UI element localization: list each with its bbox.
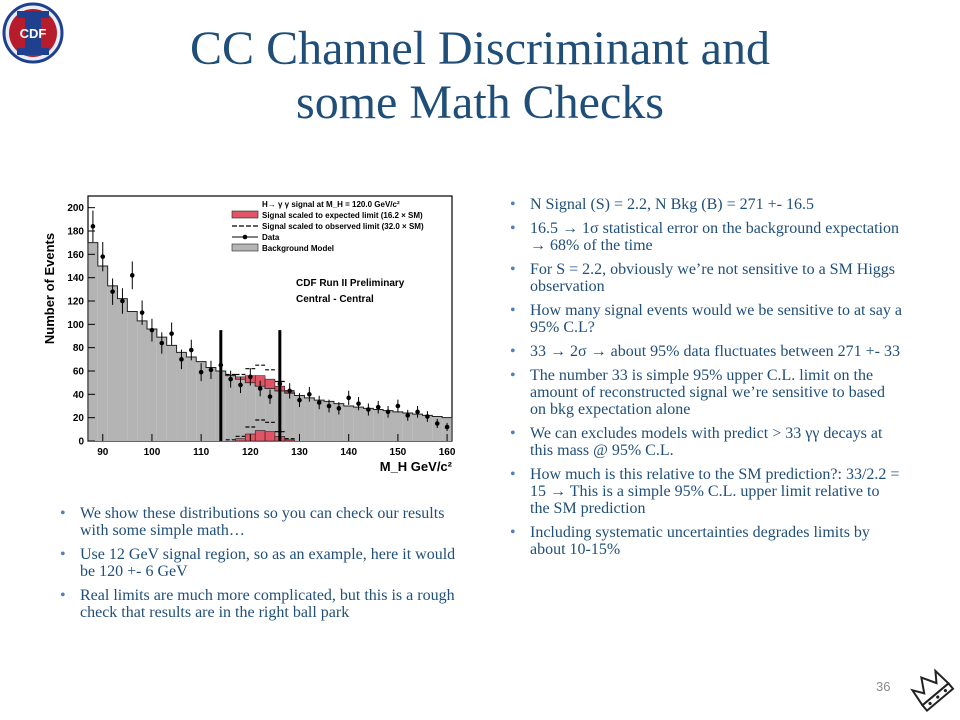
legend-swatch-expected [232,211,258,218]
background-bar [373,410,383,442]
mass-distribution-chart [42,188,462,478]
background-bar [118,299,128,441]
x-tick-label: 90 [97,447,109,458]
data-point [140,310,145,315]
y-tick-label: 20 [72,413,84,425]
background-bar [413,414,423,441]
signal-expected-bar [265,432,275,441]
data-point [219,363,224,368]
bullet-item: • 33 → 2σ → about 95% data fluctuates between 271 +- 33 [510,343,902,360]
x-tick-label: 160 [438,447,456,458]
legend-swatch-data-point [243,235,248,240]
page-number: 36 [876,679,891,694]
cdf-logo [2,2,64,64]
data-point [169,331,174,336]
data-point [435,421,440,426]
slide-title [60,22,900,130]
data-point [445,425,450,430]
data-point [297,398,302,403]
data-point [91,224,96,229]
data-point [120,299,125,304]
data-point [150,328,155,333]
data-point [199,370,204,375]
y-tick-label: 120 [67,296,84,308]
data-point [179,357,184,362]
data-point [337,406,342,411]
data-point [228,377,233,382]
background-bar [186,357,196,441]
data-point [307,392,312,397]
bullet-item: • N Signal (S) = 2.2, N Bkg (B) = 271 +- 16.5 [510,196,902,213]
legend-label: Data [262,233,280,242]
cdf-logo-text: CDF [19,26,47,41]
legend-swatch-background [232,244,258,251]
data-point [130,273,135,278]
x-tick-label: 130 [291,447,308,458]
bullet-item: • How much is this relative to the SM prediction?: 33/2.2 = 15 → This is a simple 95% C.L. upper limit relative to the SM prediction [510,466,902,517]
slide-title-line-1: CC Channel Discriminant and [190,22,770,75]
data-point [366,407,371,412]
x-tick-label: 110 [193,447,210,458]
data-point [100,254,105,259]
x-axis-label: M_H GeV/c² [379,459,452,474]
data-point [248,375,253,380]
y-tick-label: 80 [72,343,84,355]
legend-label: Signal scaled to expected limit (16.2 × SM) [262,211,423,220]
signal-expected-bar [285,440,295,441]
bullet-item: • 16.5 → 1σ statistical error on the background expectation → 68% of the time [510,220,902,254]
slide-title-line-2: some Math Checks [296,76,664,129]
data-point [356,401,361,406]
background-bar [245,383,255,441]
background-bar [98,266,108,441]
chart-annotation: Central - Central [296,294,374,305]
background-bar [108,286,118,441]
data-point [317,400,322,405]
data-point [209,368,214,373]
x-tick-label: 100 [143,447,161,458]
y-tick-label: 40 [72,389,84,401]
signal-expected-stacked-bar [265,379,275,388]
data-point [327,404,332,409]
bullet-item: • Real limits are much more complicated, but this is a rough check that results are in the right ball park [60,587,460,621]
crown-icon [906,664,956,714]
data-point [189,348,194,353]
data-point [376,405,381,410]
background-bar [147,329,157,441]
left-bullet-list [60,505,460,628]
data-point [386,410,391,415]
bullet-item: • For S = 2.2, obviously we’re not sensitive to a SM Higgs observation [510,261,902,295]
y-tick-label: 180 [67,226,84,238]
bullet-item: • We show these distributions so you can check our results with some simple math… [60,505,460,539]
data-point [425,414,430,419]
data-point [396,404,401,409]
background-bar [127,312,137,442]
bullet-item: • We can excludes models with predict > 33 γγ decays at this mass @ 95% C.L. [510,425,902,459]
background-bar [285,393,295,441]
y-tick-label: 0 [78,436,84,448]
x-tick-label: 150 [389,447,407,458]
data-point [110,289,115,294]
signal-expected-bar [255,431,265,442]
background-bar [167,345,177,441]
data-point [238,383,243,388]
x-tick-label: 120 [241,447,259,458]
bullet-item: • Including systematic uncertainties degrades limits by about 10-15% [510,524,902,558]
data-point [278,382,283,387]
data-point [415,410,420,415]
x-tick-label: 140 [340,447,358,458]
bullet-item: • How many signal events would we be sensitive to at say a 95% C.L? [510,302,902,336]
data-point [258,386,263,391]
background-bar [137,321,147,441]
y-tick-label: 160 [67,249,84,261]
data-point [346,396,351,401]
legend-label: H→ γ γ signal at M_H = 120.0 GeV/c² [262,200,400,209]
y-tick-label: 100 [67,319,84,331]
right-bullet-list [510,196,902,565]
data-point [268,394,273,399]
background-bar [304,398,314,441]
y-tick-label: 140 [67,273,84,285]
legend-label: Signal scaled to observed limit (32.0 × SM) [262,222,424,231]
y-axis-label: Number of Events [42,232,57,345]
signal-expected-bar [236,439,246,441]
chart-annotation: CDF Run II Preliminary [296,278,405,289]
legend-label: Background Model [262,244,335,253]
background-bar [354,407,364,441]
y-tick-label: 60 [72,366,84,378]
bullet-item: • The number 33 is simple 95% upper C.L. limit on the amount of reconstructed signal we’re sensitive to based on bkg expectation alone [510,367,902,418]
data-point [405,413,410,418]
y-tick-label: 200 [67,203,84,215]
background-bar [88,243,98,441]
bullet-item: • Use 12 GeV signal region, so as an example, here it would be 120 +- 6 GeV [60,546,460,580]
data-point [287,389,292,394]
data-point [159,341,164,346]
